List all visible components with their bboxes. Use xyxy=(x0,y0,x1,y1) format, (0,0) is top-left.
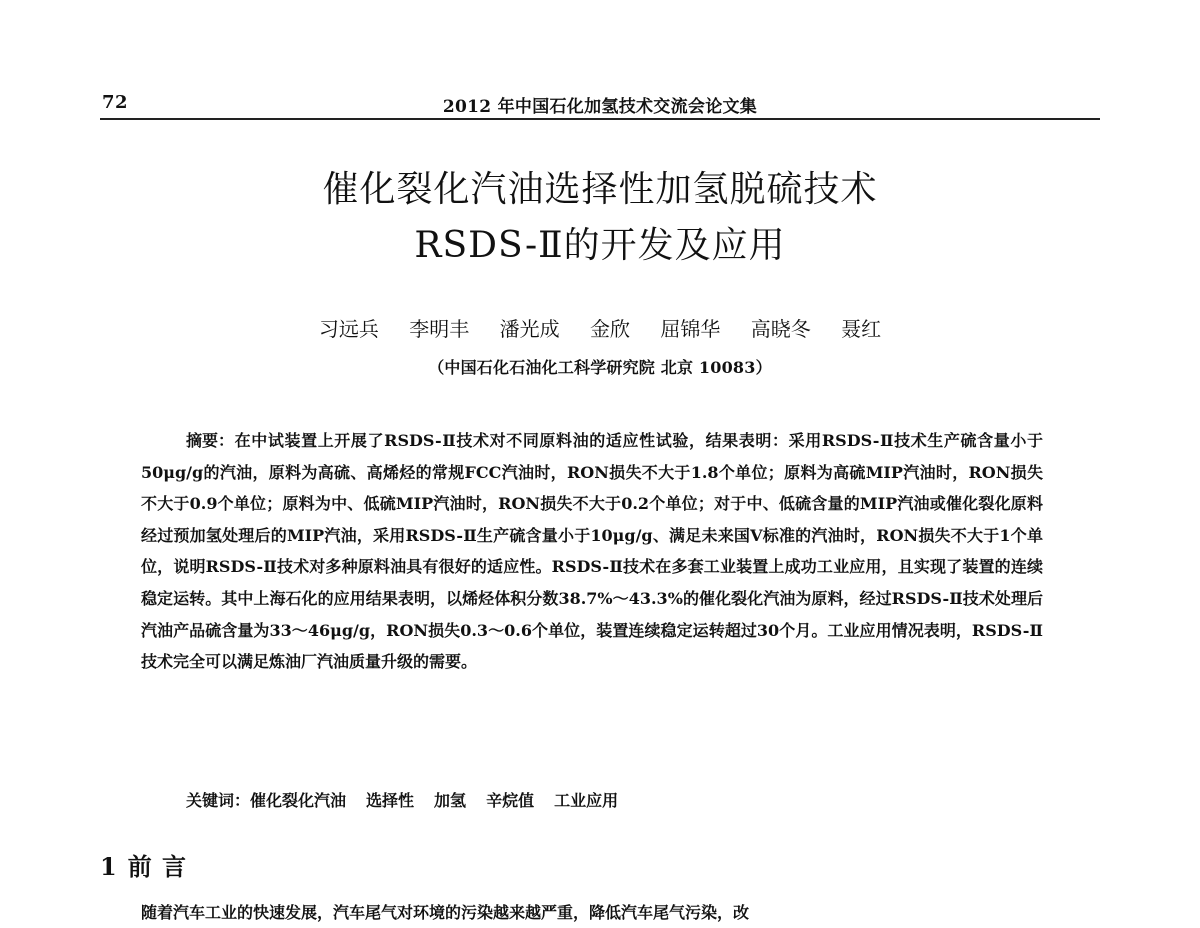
section-number: 1 xyxy=(100,852,118,881)
section-heading xyxy=(100,850,187,884)
abstract-text: 在中试装置上开展了RSDS-Ⅱ技术对不同原料油的适应性试验，结果表明：采用RSDS-Ⅱ技术生产硫含量小于50μg/g的汽油，原料为高硫、高烯烃的常规FCC汽油时，RON损失不大于1.8个单位；原料为高硫MIP汽油时，RON损失不大于0.9个单位；原料为中、低硫MIP汽油时，RON损失不大于0.2个单位；对于中、低硫含量的MIP汽油或催化裂化原料经过预加氢处理后的MIP汽油，采用RSDS-Ⅱ生产硫含量小于10μg/g、满足未来国V标准的汽油时，RON损失不大于1个单位，说明RSDS-Ⅱ技术对多种原料油具有很好的适应性。RSDS-Ⅱ技术在多套工业装置上成功工业应用，且实现了装置的连续稳定运转。其中上海石化的应用结果表明，以烯烃体积分数38.7%～43.3%的催化裂化汽油为原料，经过RSDS-Ⅱ技术处理后汽油产品硫含量为33～46μg/g，RON损失0.3～0.6个单位，装置连续稳定运转超过30个月。工业应用情况表明，RSDS-Ⅱ技术完全可以满足炼油厂汽油质量升级的需要。 xyxy=(141,431,1043,672)
keywords xyxy=(186,786,638,816)
keywords-label: 关键词： xyxy=(186,791,251,810)
abstract-label: 摘要： xyxy=(186,431,235,450)
author: 李明丰 xyxy=(409,317,470,341)
abstract xyxy=(141,425,1043,678)
author: 习远兵 xyxy=(318,317,379,341)
author: 潘光成 xyxy=(499,317,560,341)
title-line-2: RSDS-Ⅱ的开发及应用 xyxy=(414,225,786,266)
author: 高晓冬 xyxy=(750,317,811,341)
paper-title xyxy=(100,162,1100,274)
running-header xyxy=(100,90,1100,120)
title-line-1: 催化裂化汽油选择性加氢脱硫技术 xyxy=(322,169,878,210)
keyword: 工业应用 xyxy=(554,791,619,810)
author: 金欣 xyxy=(590,317,630,341)
section-title: 前 言 xyxy=(127,852,188,881)
body-text-line: 随着汽车工业的快速发展，汽车尾气对环境的污染越来越严重，降低汽车尾气污染，改 xyxy=(141,903,750,922)
affiliation: （中国石化石油化工科学研究院 北京 10083） xyxy=(428,358,772,377)
page-number: 72 xyxy=(102,92,129,113)
author-list xyxy=(100,314,1100,344)
keyword: 辛烷值 xyxy=(486,791,535,810)
keyword: 选择性 xyxy=(366,791,415,810)
keyword: 加氢 xyxy=(434,791,467,810)
author: 聂红 xyxy=(841,317,882,341)
author: 屈锦华 xyxy=(660,317,721,341)
journal-title: 2012 年中国石化加氢技术交流会论文集 xyxy=(442,97,758,117)
keyword: 催化裂化汽油 xyxy=(250,791,347,810)
body-text-cutoff xyxy=(141,895,1043,922)
